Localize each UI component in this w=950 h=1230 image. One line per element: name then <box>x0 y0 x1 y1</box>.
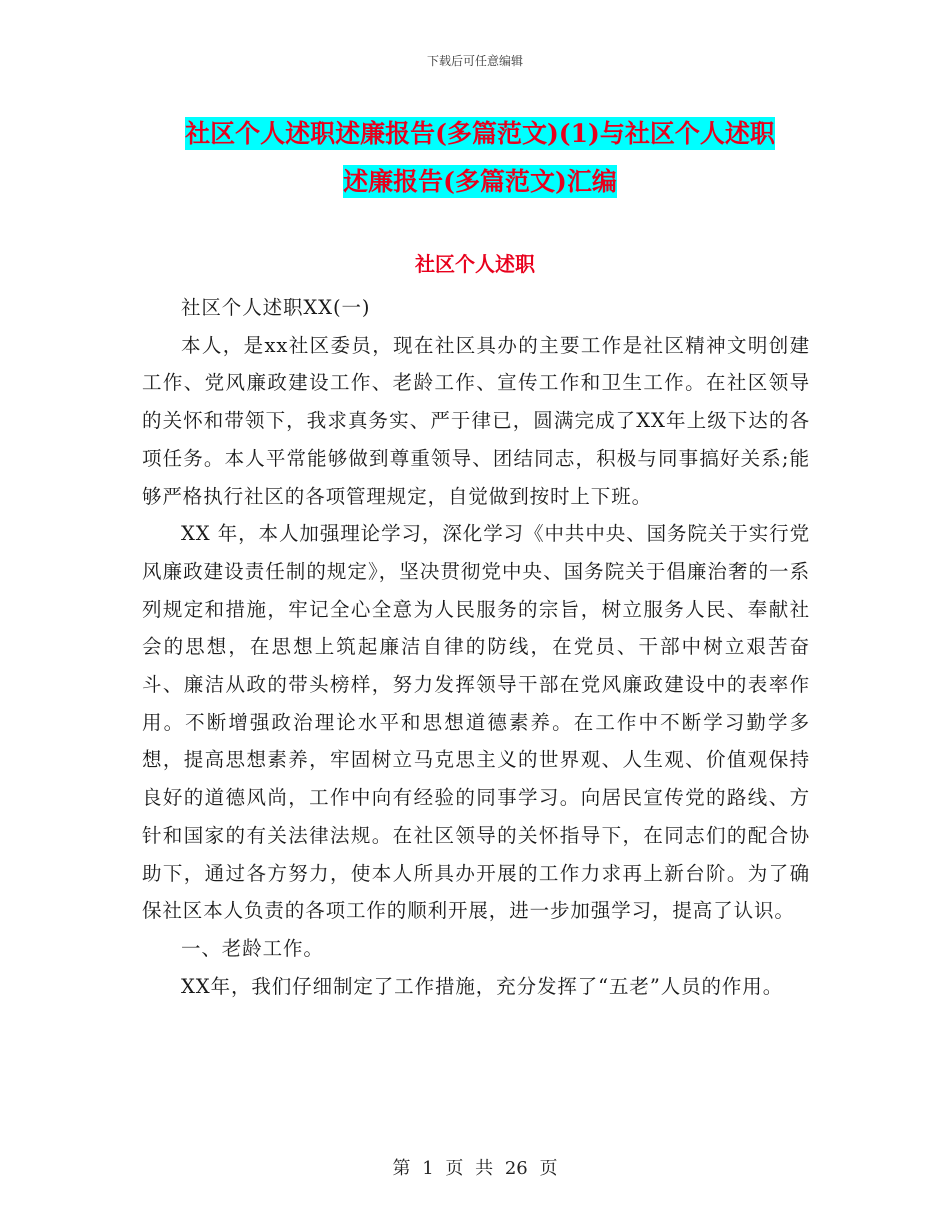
document-title-line-1: 社区个人述职述廉报告(多篇范文)(1)与社区个人述职 <box>185 119 775 148</box>
page-header-note: 下载后可任意编辑 <box>426 54 523 68</box>
paragraph: XX 年，本人加强理论学习，深化学习《中共中央、国务院关于实行党风廉政建设责任制的规定》，坚决贯彻党中央、国务院关于倡廉治奢的一系列规定和措施，牢记全心全意为人民服务的宗旨，树立服务人民、奉献社会的思想，在思想上筑起廉洁自律的防线，在党员、干部中树立艰苦奋斗、廉洁从政的带头榜样，努力发挥领导干部在党风廉政建设中的表率作用。不断增强政治理论水平和思想道德素养。在工作中不断学习勤学多想，提高思想素养，牢固树立马克思主义的世界观、人生观、价值观保持良好的道德风尚，工作中向有经验的同事学习。向居民宣传党的路线、方针和国家的有关法律法规。在社区领导的关怀指导下，在同志们的配合协助下，通过各方努力，使本人所具办开展的工作力求再上新台阶。为了确保社区本人负责的各项工作的顺利开展，进一步加强学习，提高了认识。 <box>142 522 810 923</box>
page-footer: 第 1 页 共 26 页 <box>392 1158 558 1179</box>
document-body <box>142 289 810 1005</box>
paragraph: XX年，我们仔细制定了工作措施，充分发挥了“五老”人员的作用。 <box>181 974 784 998</box>
section-title: 社区个人述职 <box>415 252 535 276</box>
paragraph-subtitle: 社区个人述职XX(一) <box>181 296 371 319</box>
paragraph-heading: 一、老龄工作。 <box>181 936 324 960</box>
paragraph: 本人，是xx社区委员，现在社区具办的主要工作是社区精神文明创建工作、党风廉政建设工作、老龄工作、宣传工作和卫生工作。在社区领导的关怀和带领下，我求真务实、严于律已，圆满完成了XX年上级下达的各项任务。本人平常能够做到尊重领导、团结同志，积极与同事搞好关系;能够严格执行社区的各项管理规定，自觉做到按时上下班。 <box>142 333 810 508</box>
document-title-line-2: 述廉报告(多篇范文)汇编 <box>343 167 617 196</box>
document-title <box>140 110 820 206</box>
